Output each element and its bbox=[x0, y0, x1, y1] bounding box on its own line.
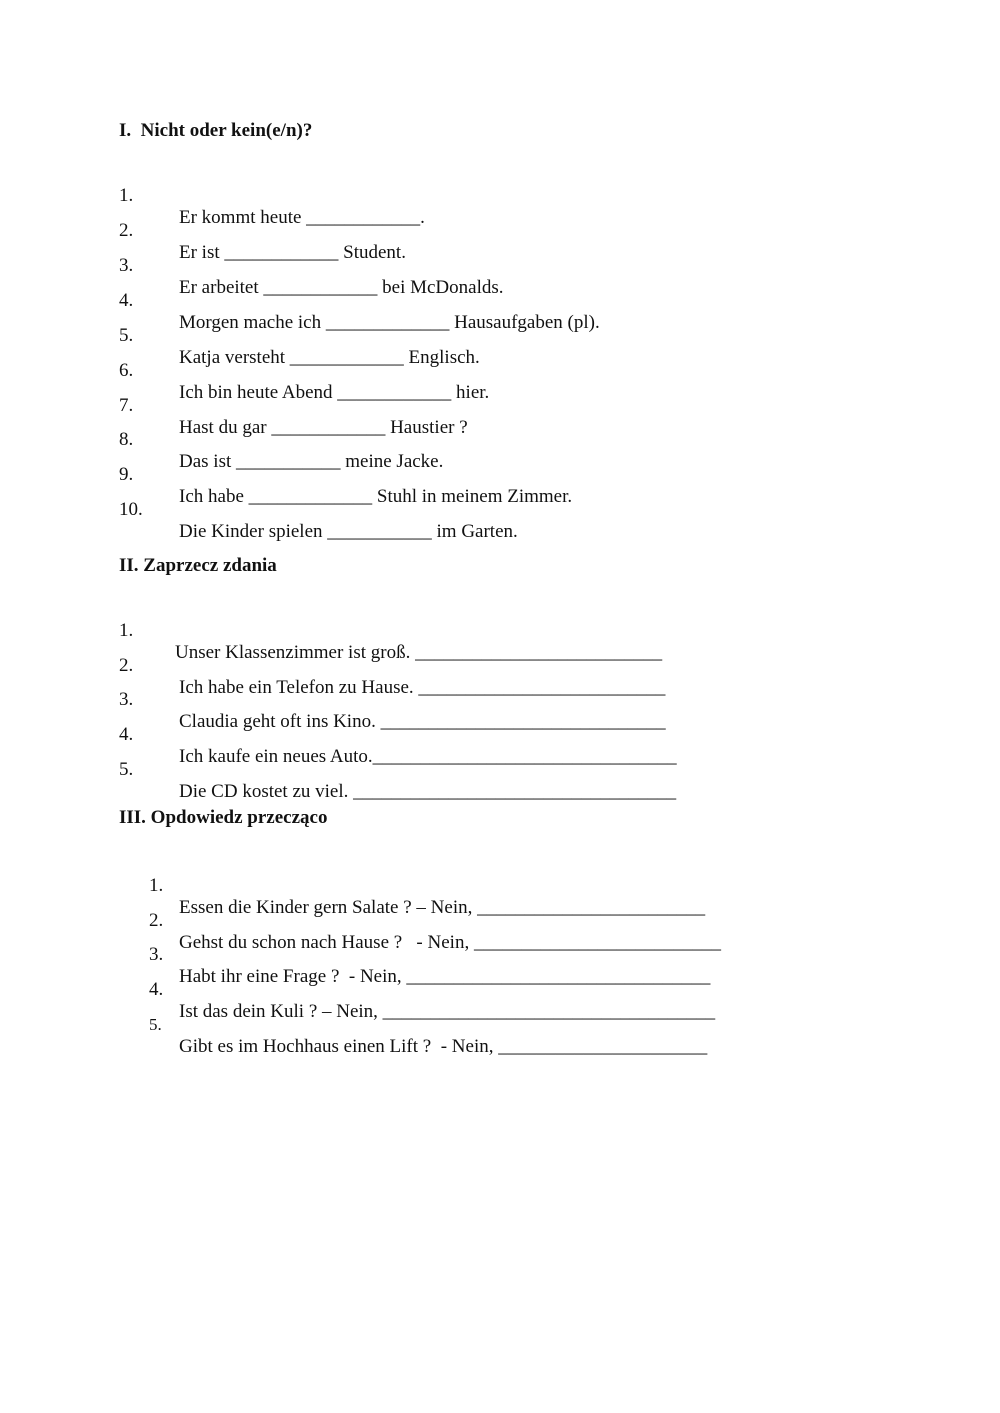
item-number: 1. bbox=[149, 875, 164, 896]
item-text: Gehst du schon nach Hause ? - Nein, __________________________ bbox=[179, 932, 721, 953]
item-text: Ich habe _____________ Stuhl in meinem Zimmer. bbox=[179, 486, 573, 507]
item-number: 4. bbox=[119, 290, 134, 311]
item-number: 4. bbox=[119, 724, 134, 745]
item-text: Ich bin heute Abend ____________ hier. bbox=[179, 382, 490, 403]
item-text: Essen die Kinder gern Salate ? – Nein, ________________________ bbox=[179, 897, 706, 918]
item-number: 1. bbox=[119, 185, 134, 206]
item-number: 8. bbox=[119, 429, 134, 450]
item-text: Ist das dein Kuli ? – Nein, ___________________________________ bbox=[179, 1001, 716, 1022]
item-text: Er kommt heute ____________. bbox=[179, 207, 425, 228]
item-text: Die Kinder spielen ___________ im Garten. bbox=[179, 521, 518, 542]
item-number: 3. bbox=[119, 689, 134, 710]
item-text: Er arbeitet ____________ bei McDonalds. bbox=[179, 277, 504, 298]
item-number: 1. bbox=[119, 620, 134, 641]
item-number: 3. bbox=[119, 255, 134, 276]
item-number: 2. bbox=[119, 220, 134, 241]
item-number: 10. bbox=[119, 499, 143, 520]
item-number: 6. bbox=[119, 360, 134, 381]
item-number: 9. bbox=[119, 464, 134, 485]
item-number: 7. bbox=[119, 395, 134, 416]
item-text: Katja versteht ____________ Englisch. bbox=[179, 347, 480, 368]
item-text: Claudia geht oft ins Kino. ______________________________ bbox=[179, 711, 666, 732]
item-text: Gibt es im Hochhaus einen Lift ? - Nein, ______________________ bbox=[179, 1036, 708, 1057]
item-text: Unser Klassenzimmer ist groß. __________________________ bbox=[175, 642, 663, 663]
item-text: Morgen mache ich _____________ Hausaufgaben (pl). bbox=[179, 312, 600, 333]
section-2-heading: II. Zaprzecz zdania bbox=[119, 555, 277, 576]
item-number: 3. bbox=[149, 944, 164, 965]
item-text: Er ist ____________ Student. bbox=[179, 242, 406, 263]
item-text: Habt ihr eine Frage ? - Nein, ________________________________ bbox=[179, 966, 711, 987]
item-text: Die CD kostet zu viel. __________________________________ bbox=[179, 781, 677, 802]
item-number: 5. bbox=[119, 759, 134, 780]
item-text: Hast du gar ____________ Haustier ? bbox=[179, 417, 468, 438]
item-text: Das ist ___________ meine Jacke. bbox=[179, 451, 444, 472]
item-number: 2. bbox=[149, 910, 164, 931]
section-3-heading: III. Opdowiedz przecząco bbox=[119, 807, 328, 828]
item-number: 2. bbox=[119, 655, 134, 676]
item-number: 4. bbox=[149, 979, 164, 1000]
item-number: 5. bbox=[119, 325, 134, 346]
section-1-heading: I. Nicht oder kein(e/n)? bbox=[119, 120, 313, 141]
item-text: Ich habe ein Telefon zu Hause. __________________________ bbox=[179, 677, 666, 698]
item-text: Ich kaufe ein neues Auto.________________________________ bbox=[179, 746, 677, 767]
item-number: 5. bbox=[149, 1015, 162, 1034]
